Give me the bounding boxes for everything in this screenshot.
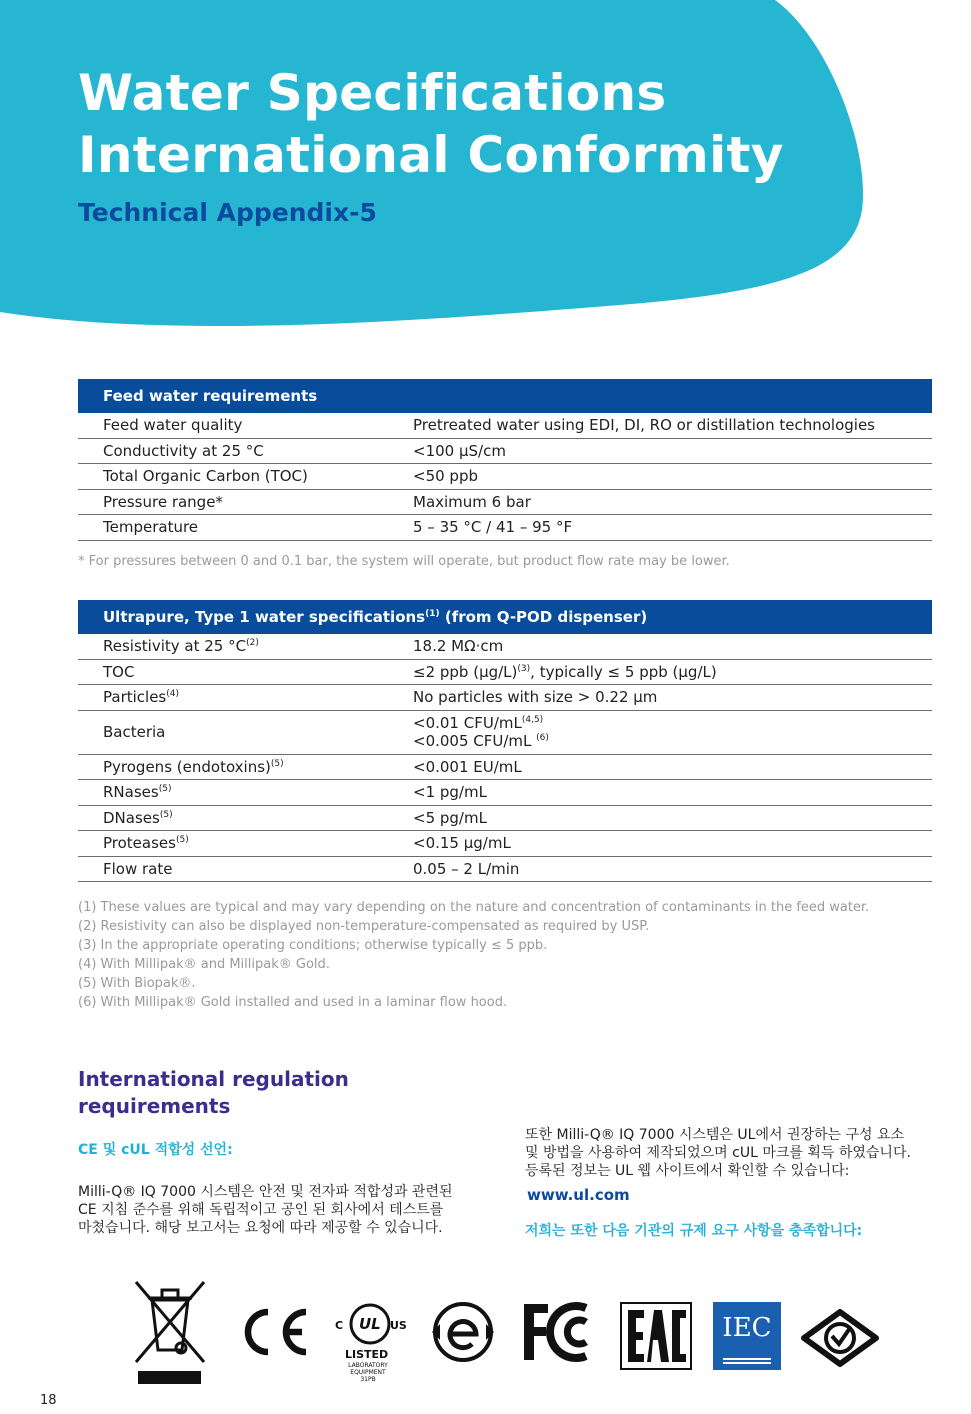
e-mark-circle-icon: [428, 1298, 498, 1366]
cul-us-listed-logo: C UL US LISTED LABORATORY EQUIPMENT 31PB: [332, 1298, 412, 1390]
iec-logo: IEC: [713, 1302, 781, 1370]
table-row: Feed water quality Pretreated water using EDI, DI, RO or distillation technologies: [78, 413, 932, 439]
regulation-section-title: International regulation requirements: [78, 1067, 349, 1118]
ultrapure-table-heading: Ultrapure, Type 1 water specifications$^{(1)}$ (from Q-POD dispenser): [78, 600, 932, 634]
table-row: Temperature 5 – 35 °C / 41 – 95 °F: [78, 515, 932, 541]
feed-water-table-heading: Feed water requirements: [78, 379, 932, 413]
table-row: Proteases$^{(5)}$ <0.15 µg/mL: [78, 831, 932, 857]
table-row: Pyrogens (endotoxins)$^{(5)}$ <0.001 EU/mL: [78, 755, 932, 781]
table-row: Resistivity at 25 $^\circ C^{(2)}$ 18.2 MΩ·cm: [78, 634, 932, 660]
table-row: Flow rate 0.05 – 2 L/min: [78, 857, 932, 883]
table-row: Pressure range* Maximum 6 bar: [78, 490, 932, 516]
cul-declaration-text: 또한 Milli-Q® IQ 7000 시스템은 UL에서 권장하는 구성 요소 및 방법을 사용하여 제작되었으며 cUL 마크를 획득 하였습니다. 등록된 정보는 UL 웹 사이트에서 확인할 수 있습니다:: [525, 1127, 911, 1179]
feed-water-footnote: * For pressures between 0 and 0.1 bar, the system will operate, but product flow rate may be lower.: [78, 554, 730, 569]
page-subtitle: Technical Appendix-5: [78, 198, 377, 227]
eac-mark-icon: [620, 1302, 692, 1370]
fcc-logo-icon: [520, 1300, 596, 1364]
table-row: TOC ≤2 ppb $(\mu g/L)^{(3)}$, typically ≤ 5 ppb (µg/L): [78, 660, 932, 686]
page-title: Water Specifications International Conformity: [78, 64, 784, 184]
rcm-compliance-mark-icon: [800, 1308, 880, 1368]
ce-declaration-text: Milli-Q® IQ 7000 시스템은 안전 및 전자파 적합성과 관련된 CE 지침 준수를 위해 독립적이고 공인 된 회사에서 테스트를 마쳤습니다. 해당 보고서는 요청에 따라 제공할 수 있습니다.: [78, 1184, 453, 1236]
ce-cul-heading: CE 및 cUL 적합성 선언:: [78, 1142, 233, 1158]
table-row: Bacteria <0.01 CFU/mL$^{(4,5)}$ <0.005 CFU/mL $^{(6)}$: [78, 711, 932, 755]
ce-mark-icon: [234, 1306, 310, 1358]
table-row: Total Organic Carbon (TOC) <50 ppb: [78, 464, 932, 490]
ul-website-link[interactable]: www.ul.com: [527, 1186, 630, 1204]
agencies-heading: 저희는 또한 다음 기관의 규제 요구 사항을 충족합니다:: [525, 1223, 863, 1239]
page-number: 18: [40, 1393, 57, 1408]
ultrapure-footnotes: (1) These values are typical and may vary depending on the nature and concentration of contaminants in the feed water. (2) Resistivity can also be displayed non-temperature-compensated as required by USP. (3) In the appropriate operating conditions; otherwise typically ≤ 5 ppb. (4) With Millipak® and Millipak® Gold. (5) With Biopak®. (6) With Millipak® Gold installed and used in a laminar flow hood.: [78, 900, 870, 1010]
table-row: Conductivity at 25 °C <100 µS/cm: [78, 439, 932, 465]
certification-logos: [130, 1278, 890, 1388]
table-row: RNases$^{(5)}$ <1 pg/mL: [78, 780, 932, 806]
ultrapure-table: [78, 600, 932, 882]
weee-crossed-bin-icon: [132, 1278, 208, 1386]
table-row: DNases$^{(5)}$ <5 pg/mL: [78, 806, 932, 832]
table-row: Particles$^{(4)}$ No particles with size > 0.22 µm: [78, 685, 932, 711]
feed-water-table: [78, 379, 932, 541]
